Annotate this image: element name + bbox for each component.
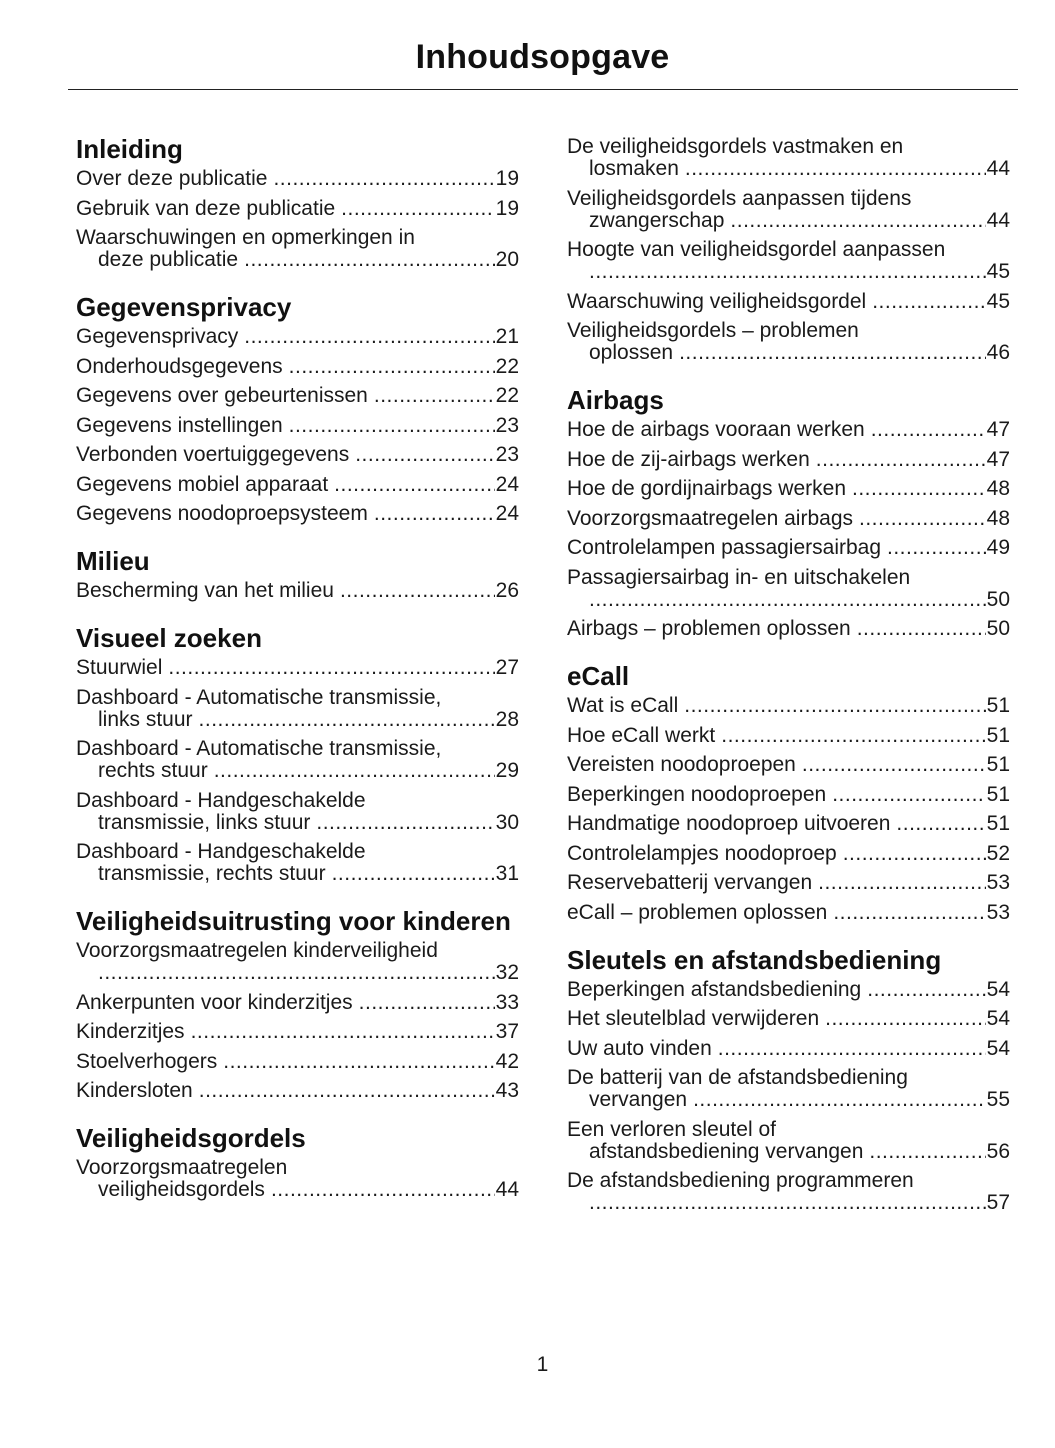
dot-leader: [199, 709, 495, 731]
toc-entry-title: Het sleutelblad verwijderen: [567, 1007, 820, 1030]
toc-entry-title: Veiligheidsgordels aanpassen tijdens: [567, 186, 912, 210]
toc-entry-line: [567, 843, 1010, 865]
section-heading: Milieu: [76, 546, 150, 576]
toc-entry[interactable]: [76, 841, 519, 885]
toc-page-number: 20: [495, 248, 519, 271]
toc-entry-title: losmaken: [589, 157, 679, 180]
toc-entry-title: Onderhoudsgegevens: [76, 354, 283, 378]
toc-entry[interactable]: [76, 1080, 519, 1102]
toc-entry[interactable]: [567, 419, 1010, 441]
toc-page-number: 31: [495, 862, 519, 885]
toc-entry-title: Gegevensprivacy: [76, 325, 239, 348]
toc-entry[interactable]: [567, 291, 1010, 313]
toc-page-number: 54: [986, 1036, 1010, 1060]
dot-leader: [191, 1021, 495, 1043]
toc-entry[interactable]: [567, 478, 1010, 500]
toc-section: [76, 294, 519, 525]
dot-leader: [833, 902, 985, 924]
toc-entry[interactable]: [567, 1119, 1010, 1163]
section-heading: Gegevensprivacy: [76, 292, 292, 322]
toc-entry-line: [567, 1192, 1010, 1214]
toc-entry-title: Dashboard - Handgeschakelde: [76, 840, 366, 863]
toc-entry[interactable]: [76, 198, 519, 220]
dot-leader: [289, 356, 495, 378]
dot-leader: [273, 168, 494, 190]
toc-entry[interactable]: [567, 843, 1010, 865]
toc-entry[interactable]: [76, 385, 519, 407]
toc-entry-line: [567, 902, 1010, 924]
toc-entry[interactable]: [76, 738, 519, 782]
dot-leader: [867, 979, 985, 1001]
toc-entry[interactable]: [567, 695, 1010, 717]
dot-leader: [679, 342, 986, 364]
toc-entry-line: [567, 291, 1010, 313]
toc-entry-title: vervangen: [589, 1088, 688, 1111]
toc-page-number: 47: [986, 447, 1010, 471]
dot-leader: [802, 754, 986, 776]
toc-entry[interactable]: [567, 320, 1010, 364]
toc-entry[interactable]: [567, 1008, 1010, 1030]
dot-leader: [271, 1179, 495, 1201]
toc-entry-title: Gebruik van deze publicatie: [76, 196, 336, 220]
toc-entry[interactable]: [76, 790, 519, 834]
toc-entry-line: [76, 1021, 519, 1043]
toc-entry-title: Vereisten noodoproepen: [567, 753, 796, 776]
toc-entry-line: [76, 760, 519, 782]
dot-leader: [340, 580, 495, 602]
dot-leader: [859, 508, 986, 530]
toc-entry-line: [567, 618, 1010, 640]
toc-entry-title: Bescherming van het milieu: [76, 579, 334, 602]
toc-section: [567, 387, 1010, 640]
toc-page-number: 26: [495, 579, 519, 602]
toc-entry-title: deze publicatie: [98, 248, 239, 271]
toc-page-number: 51: [986, 782, 1010, 806]
toc-section: [567, 136, 1010, 364]
toc-entry[interactable]: [76, 168, 519, 190]
dot-leader: [589, 589, 986, 611]
dot-leader: [832, 784, 985, 806]
toc-entry[interactable]: [567, 537, 1010, 559]
toc-entry-title: Uw auto vinden: [567, 1036, 712, 1060]
toc-entry[interactable]: [567, 1170, 1010, 1214]
toc-entry-line: [567, 1008, 1010, 1030]
toc-entry-line: [567, 979, 1010, 1001]
toc-page-number: 24: [495, 502, 519, 525]
toc-entry-title: Gegevens mobiel apparaat: [76, 472, 329, 496]
toc-entry[interactable]: [76, 503, 519, 525]
dot-leader: [869, 1141, 985, 1163]
toc-entry-title: De afstandsbediening programmeren: [567, 1169, 914, 1192]
dot-leader: [168, 657, 494, 679]
toc-entry-title: Wat is eCall: [567, 694, 679, 717]
toc-entry-title: Handmatige noodoproep uitvoeren: [567, 812, 891, 835]
toc-entry-title: Reservebatterij vervangen: [567, 871, 813, 894]
section-heading: Visueel zoeken: [76, 623, 262, 653]
toc-entry-title: links stuur: [98, 707, 193, 731]
toc-entry-title: Over deze publicatie: [76, 167, 268, 190]
toc-entry[interactable]: [76, 1157, 519, 1201]
toc-entry-line: [76, 1051, 519, 1073]
dot-leader: [816, 449, 986, 471]
toc-page-number: 32: [495, 961, 519, 984]
toc-page-number: 52: [986, 841, 1010, 865]
toc-entry-line: [76, 992, 519, 1014]
toc-page-number: 56: [986, 1139, 1010, 1163]
toc-entry-line: [567, 725, 1010, 747]
toc-entry[interactable]: [567, 1067, 1010, 1111]
toc-entry-line: [567, 872, 1010, 894]
toc-entry-title: zwangerschap: [589, 208, 725, 232]
toc-page-number: 53: [986, 900, 1010, 924]
dot-leader: [871, 419, 986, 441]
toc-entry-title: Voorzorgsmaatregelen airbags: [567, 506, 854, 530]
toc-entry-title: Dashboard - Automatische transmissie,: [76, 685, 442, 709]
toc-entry[interactable]: [567, 902, 1010, 924]
toc-entry[interactable]: [567, 813, 1010, 835]
toc-entry-title: Waarschuwingen en opmerkingen in: [76, 226, 415, 249]
toc-entry-line: [567, 449, 1010, 471]
dot-leader: [244, 249, 495, 271]
dot-leader: [244, 326, 494, 348]
dot-leader: [334, 474, 494, 496]
toc-entry-line: [567, 784, 1010, 806]
toc-page-number: 54: [986, 977, 1010, 1001]
toc-entry[interactable]: [76, 940, 519, 984]
toc-entry-title: oplossen: [589, 341, 674, 364]
toc-page-number: 22: [495, 354, 519, 378]
toc-section: [76, 625, 519, 885]
toc-page-number: 55: [986, 1088, 1010, 1111]
toc-entry-line: [76, 249, 519, 271]
dot-leader: [693, 1089, 986, 1111]
toc-page-number: 23: [495, 443, 519, 466]
toc-entry-line: [567, 261, 1010, 283]
toc-entry-title: Gegevens instellingen: [76, 413, 283, 437]
toc-entry-line: [76, 503, 519, 525]
toc-entry-line: [567, 508, 1010, 530]
toc-page-number: 50: [986, 587, 1010, 611]
dot-leader: [730, 210, 985, 232]
toc-entry[interactable]: [76, 687, 519, 731]
toc-entry-title: Ankerpunten voor kinderzitjes: [76, 990, 353, 1014]
toc-entry-line: [76, 962, 519, 984]
toc-section: [567, 944, 1010, 1215]
dot-leader: [718, 1038, 986, 1060]
dot-leader: [355, 444, 494, 466]
toc-entry-line: [567, 537, 1010, 559]
page-title: Inhoudsopgave: [415, 38, 670, 76]
toc-entry[interactable]: [76, 444, 519, 466]
toc-entry-title: Dashboard - Automatische transmissie,: [76, 737, 442, 760]
toc-entry-title: Airbags – problemen oplossen: [567, 617, 851, 640]
dot-leader: [685, 158, 986, 180]
toc-entry-title: Beperkingen noodoproepen: [567, 782, 827, 806]
title-divider: [68, 89, 1018, 90]
dot-leader: [843, 843, 986, 865]
toc-entry-line: [567, 1089, 1010, 1111]
toc-entry-line: [76, 657, 519, 679]
toc-entry-line: [76, 1080, 519, 1102]
toc-entry-title: afstandsbediening vervangen: [589, 1139, 864, 1163]
toc-entry[interactable]: [567, 239, 1010, 283]
section-heading: Airbags: [567, 385, 664, 415]
toc-entry-title: eCall – problemen oplossen: [567, 900, 828, 924]
toc-entry-title: De batterij van de afstandsbediening: [567, 1066, 908, 1089]
toc-entry-line: [76, 415, 519, 437]
toc-entry-line: [76, 1179, 519, 1201]
toc-page-number: 50: [986, 617, 1010, 640]
toc-entry[interactable]: [567, 725, 1010, 747]
toc-entry-title: Dashboard - Handgeschakelde: [76, 788, 366, 812]
dot-leader: [887, 537, 986, 559]
toc-page-number: 37: [495, 1020, 519, 1043]
toc-entry-line: [567, 158, 1010, 180]
dot-leader: [316, 812, 494, 834]
toc-page-number: 19: [495, 167, 519, 190]
toc-entry-line: [567, 1038, 1010, 1060]
section-heading: Sleutels en afstandsbediening: [567, 944, 942, 975]
toc-page-number: 51: [986, 753, 1010, 776]
toc-entry-title: Gegevens over gebeurtenissen: [76, 384, 368, 407]
toc-entry-title: Controlelampjes noodoproep: [567, 841, 837, 865]
toc-entry-line: [76, 580, 519, 602]
toc-entry[interactable]: [567, 1038, 1010, 1060]
toc-entry[interactable]: [76, 474, 519, 496]
toc-entry-title: Gegevens noodoproepsysteem: [76, 502, 368, 525]
toc-page-number: 29: [495, 759, 519, 782]
toc-entry[interactable]: [76, 415, 519, 437]
toc-entry[interactable]: [567, 508, 1010, 530]
toc-entry[interactable]: [567, 784, 1010, 806]
dot-leader: [872, 291, 985, 313]
toc-entry-line: [567, 419, 1010, 441]
toc-entry-line: [76, 168, 519, 190]
toc-left-column: [76, 136, 519, 1224]
dot-leader: [374, 503, 495, 525]
toc-page-number: 30: [495, 810, 519, 834]
toc-page-number: 44: [986, 208, 1010, 232]
dot-leader: [199, 1080, 495, 1102]
toc-entry[interactable]: [567, 618, 1010, 640]
toc-entry-line: [567, 813, 1010, 835]
toc-entry-title: Kindersloten: [76, 1079, 193, 1102]
toc-entry[interactable]: [567, 567, 1010, 611]
toc-entry-title: Hoe eCall werkt: [567, 723, 716, 747]
toc-entry-title: Controlelampen passagiersairbag: [567, 536, 882, 559]
toc-entry-title: Voorzorgsmaatregelen kinderveiligheid: [76, 939, 438, 962]
toc-page-number: 54: [986, 1007, 1010, 1030]
toc-entry-title: veiligheidsgordels: [98, 1178, 265, 1201]
toc-section: [76, 908, 519, 1102]
toc-page-number: 46: [986, 341, 1010, 364]
toc-section: [76, 1125, 519, 1201]
toc-entry-title: Hoogte van veiligheidsgordel aanpassen: [567, 238, 946, 261]
toc-page-number: 53: [986, 871, 1010, 894]
toc-entry-title: transmissie, rechts stuur: [98, 862, 326, 885]
dot-leader: [857, 618, 986, 640]
toc-entry[interactable]: [567, 188, 1010, 232]
dot-leader: [332, 863, 495, 885]
dot-leader: [214, 760, 495, 782]
toc-entry-title: Passagiersairbag in- en uitschakelen: [567, 565, 911, 589]
toc-entry-line: [76, 709, 519, 731]
toc-entry-title: transmissie, links stuur: [98, 810, 311, 834]
toc-page-number: 51: [986, 694, 1010, 717]
toc-entry-line: [567, 342, 1010, 364]
dot-leader: [589, 261, 986, 283]
toc-page-number: 45: [986, 260, 1010, 283]
toc-entry-title: Voorzorgsmaatregelen: [76, 1156, 288, 1179]
toc-page-number: 57: [986, 1191, 1010, 1214]
toc-entry-title: Kinderzitjes: [76, 1020, 185, 1043]
dot-leader: [359, 992, 495, 1014]
toc-page-number: 19: [495, 196, 519, 220]
toc-page-number: 48: [986, 506, 1010, 530]
toc-page-number: 44: [495, 1178, 519, 1201]
section-heading: eCall: [567, 661, 630, 691]
toc-entry-line: [567, 695, 1010, 717]
dot-leader: [374, 385, 495, 407]
toc-entry[interactable]: [76, 1051, 519, 1073]
toc-entry-title: rechts stuur: [98, 759, 208, 782]
toc-entry[interactable]: [76, 657, 519, 679]
toc-entry-line: [567, 754, 1010, 776]
toc-page-number: 43: [495, 1079, 519, 1102]
toc-entry-line: [76, 444, 519, 466]
toc-entry-line: [567, 478, 1010, 500]
section-heading: Veiligheidsgordels: [76, 1123, 306, 1153]
toc-right-column: [567, 136, 1010, 1237]
toc-entry-title: Beperkingen afstandsbediening: [567, 977, 862, 1001]
toc-entry-line: [76, 863, 519, 885]
toc-entry[interactable]: [76, 227, 519, 271]
toc-entry[interactable]: [567, 872, 1010, 894]
dot-leader: [896, 813, 985, 835]
toc-section: [76, 548, 519, 602]
dot-leader: [684, 695, 985, 717]
dot-leader: [825, 1008, 986, 1030]
toc-entry-title: Hoe de gordijnairbags werken: [567, 477, 846, 500]
toc-entry-line: [76, 474, 519, 496]
toc-page-number: 33: [495, 990, 519, 1014]
dot-leader: [852, 478, 986, 500]
toc-entry-line: [567, 1141, 1010, 1163]
dot-leader: [721, 725, 985, 747]
toc-section: [76, 136, 519, 271]
section-heading: Veiligheidsuitrusting voor kinderen: [76, 906, 511, 936]
toc-entry-line: [76, 326, 519, 348]
toc-entry[interactable]: [567, 136, 1010, 180]
toc-page-number: 24: [495, 472, 519, 496]
toc-entry[interactable]: [76, 326, 519, 348]
toc-entry-title: Stoelverhogers: [76, 1049, 218, 1073]
dot-leader: [589, 1192, 986, 1214]
toc-entry-line: [76, 356, 519, 378]
section-heading: Inleiding: [76, 134, 183, 164]
toc-entry-title: Veiligheidsgordels – problemen: [567, 319, 859, 342]
toc-entry-line: [567, 210, 1010, 232]
toc-entry[interactable]: [567, 979, 1010, 1001]
toc-page-number: 51: [986, 812, 1010, 835]
toc-page-number: 22: [495, 384, 519, 407]
toc-page-number: 23: [495, 413, 519, 437]
dot-leader: [98, 962, 495, 984]
toc-page-number: 51: [986, 723, 1010, 747]
dot-leader: [289, 415, 495, 437]
toc-entry-title: Verbonden voertuiggegevens: [76, 443, 350, 466]
toc-page-number: 44: [986, 157, 1010, 180]
toc-page-number: 49: [986, 536, 1010, 559]
dot-leader: [223, 1051, 494, 1073]
toc-page-number: 27: [495, 656, 519, 679]
dot-leader: [818, 872, 986, 894]
toc-entry-line: [76, 812, 519, 834]
toc-page-number: 28: [495, 707, 519, 731]
toc-page-number: 21: [495, 325, 519, 348]
toc-entry-title: Hoe de airbags vooraan werken: [567, 418, 865, 441]
page-number: 1: [536, 1353, 549, 1376]
toc-entry[interactable]: [567, 449, 1010, 471]
toc-entry-title: Waarschuwing veiligheidsgordel: [567, 289, 867, 313]
toc-entry-title: Hoe de zij-airbags werken: [567, 447, 810, 471]
dot-leader: [341, 198, 494, 220]
toc-entry[interactable]: [76, 992, 519, 1014]
toc-entry[interactable]: [76, 580, 519, 602]
toc-entry[interactable]: [76, 1021, 519, 1043]
toc-entry-title: De veiligheidsgordels vastmaken en: [567, 135, 904, 158]
toc-page-number: 48: [986, 477, 1010, 500]
toc-entry[interactable]: [567, 754, 1010, 776]
toc-entry-title: Stuurwiel: [76, 656, 163, 679]
toc-entry-line: [76, 198, 519, 220]
toc-entry[interactable]: [76, 356, 519, 378]
toc-entry-title: Een verloren sleutel of: [567, 1117, 776, 1141]
toc-entry-line: [76, 385, 519, 407]
toc-page-number: 47: [986, 418, 1010, 441]
toc-entry-line: [567, 589, 1010, 611]
toc-page-number: 45: [986, 289, 1010, 313]
toc-section: [567, 663, 1010, 924]
toc-page-number: 42: [495, 1049, 519, 1073]
